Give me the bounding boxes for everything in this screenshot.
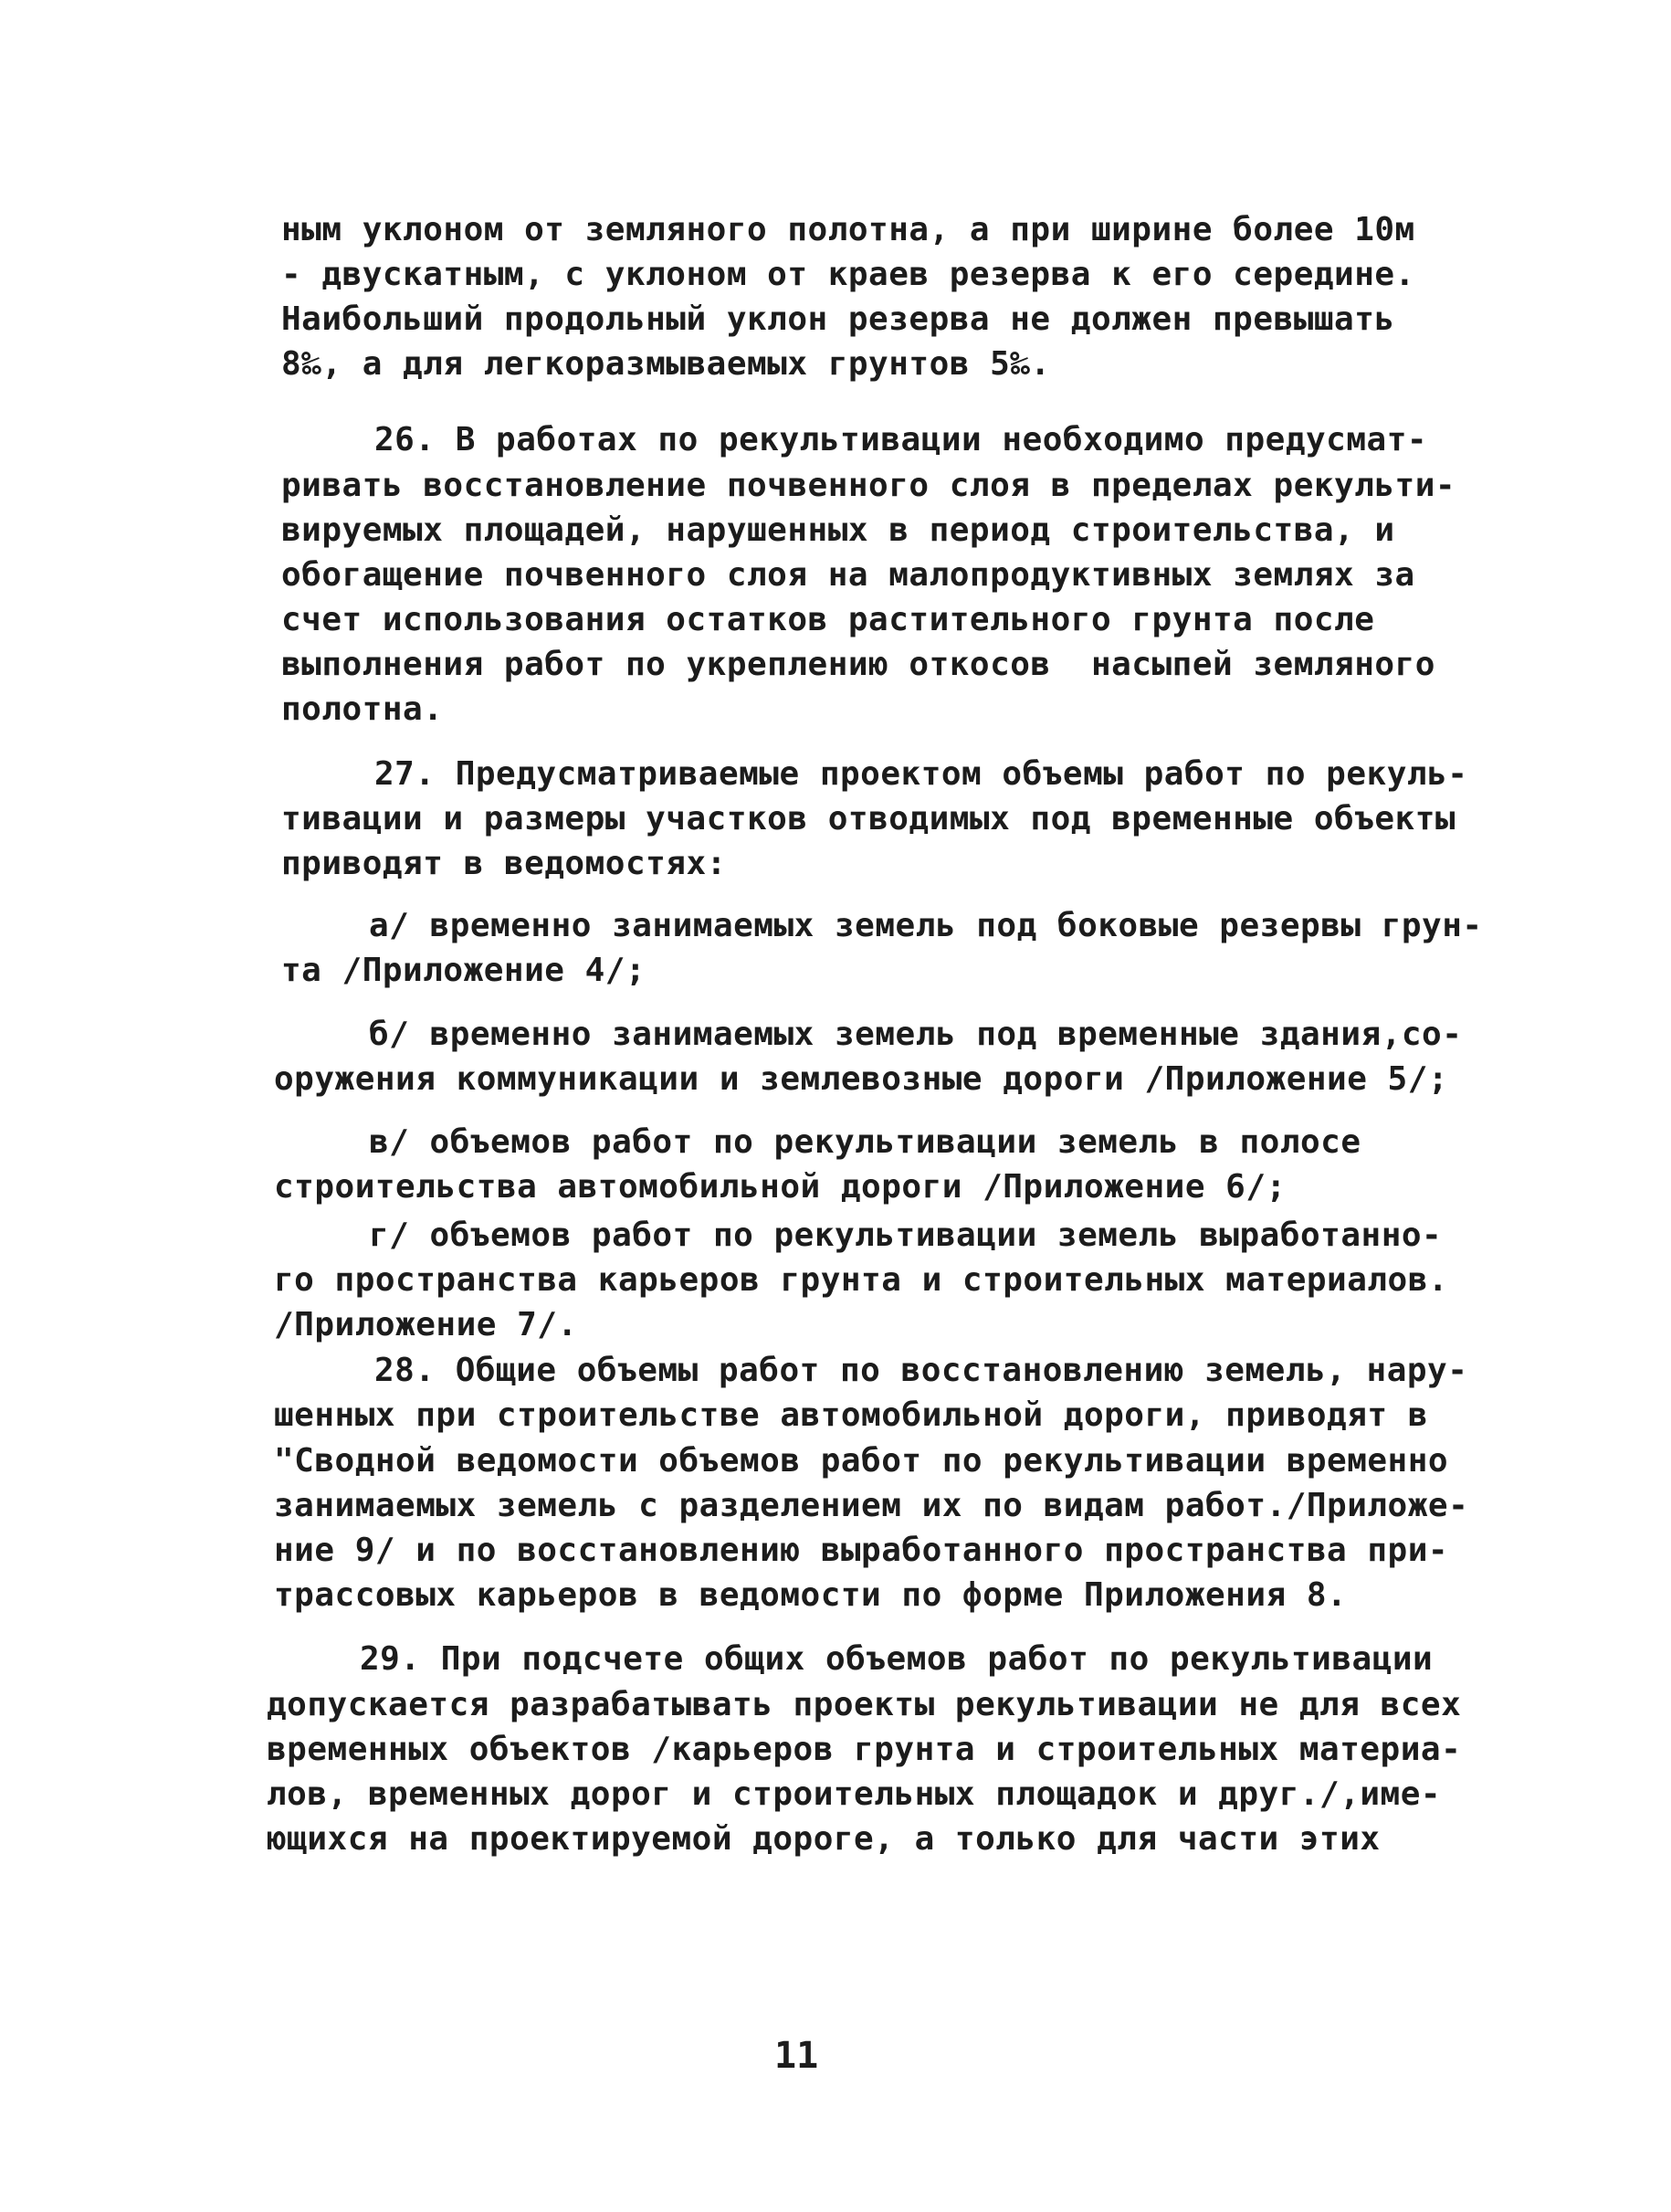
text-line: занимаемых земель с разделением их по видам работ./Приложе- [274, 1487, 1469, 1524]
text-line: ривать восстановление почвенного слоя в пределах рекульти- [281, 467, 1456, 504]
text-line: 28. Общие объемы работ по восстановлению земель, нару- [374, 1352, 1468, 1389]
text-line: ным уклоном от земляного полотна, а при ширине более 10м [281, 211, 1415, 248]
text-line: ющихся на проектируемой дороге, а только для части этих [267, 1820, 1381, 1858]
text-line: обогащение почвенного слоя на малопродуктивных землях за [281, 556, 1415, 594]
text-line: а/ временно занимаемых земель под боковые резервы грун- [369, 907, 1483, 944]
page-number: 11 [774, 2035, 819, 2077]
text-line: счет использования остатков растительного грунта после [281, 601, 1375, 638]
text-line: шенных при строительстве автомобильной дороги, приводят в [274, 1396, 1428, 1434]
text-line: тивации и размеры участков отводимых под временные объекты [281, 800, 1456, 837]
text-line: г/ объемов работ по рекультивации земель выработанно- [369, 1217, 1443, 1254]
text-line: 27. Предусматриваемые проектом объемы работ по рекуль- [374, 755, 1468, 793]
text-line: 29. При подсчете общих объемов работ по рекультивации [360, 1640, 1434, 1678]
text-line: допускается разрабатывать проекты рекультивации не для всех [267, 1686, 1462, 1723]
text-line: ние 9/ и по восстановлению выработанного пространства при- [274, 1532, 1449, 1569]
text-line: Наибольший продольный уклон резерва не должен превышать [281, 300, 1395, 338]
text-line: строительства автомобильной дороги /Приложение 6/; [274, 1168, 1287, 1206]
text-line: - двускатным, с уклоном от краев резерва к его середине. [281, 256, 1415, 293]
text-line: оружения коммуникации и землевозные дороги /Приложение 5/; [274, 1060, 1449, 1098]
text-line: б/ временно занимаемых земель под временные здания,со- [369, 1016, 1463, 1053]
text-line: лов, временных дорог и строительных площадок и друг./,име- [267, 1775, 1442, 1813]
text-line: /Приложение 7/. [274, 1306, 578, 1343]
text-line: та /Приложение 4/; [281, 952, 646, 989]
text-line: выполнения работ по укреплению откосов насыпей земляного [281, 646, 1435, 683]
text-line: приводят в ведомостях: [281, 845, 727, 882]
text-line: 26. В работах по рекультивации необходимо предусмат- [374, 421, 1428, 458]
text-line: 8‰, а для легкоразмываемых грунтов 5‰. [281, 345, 1051, 383]
text-line: "Сводной ведомости объемов работ по рекультивации временно [274, 1442, 1449, 1480]
text-line: в/ объемов работ по рекультивации земель в полосе [369, 1123, 1361, 1161]
text-line: полотна. [281, 690, 444, 728]
text-line: временных объектов /карьеров грунта и строительных материа- [267, 1731, 1462, 1768]
text-line: трассовых карьеров в ведомости по форме Приложения 8. [274, 1576, 1348, 1614]
text-line: го пространства карьеров грунта и строительных материалов. [274, 1261, 1449, 1299]
text-line: вируемых площадей, нарушенных в период строительства, и [281, 511, 1395, 549]
